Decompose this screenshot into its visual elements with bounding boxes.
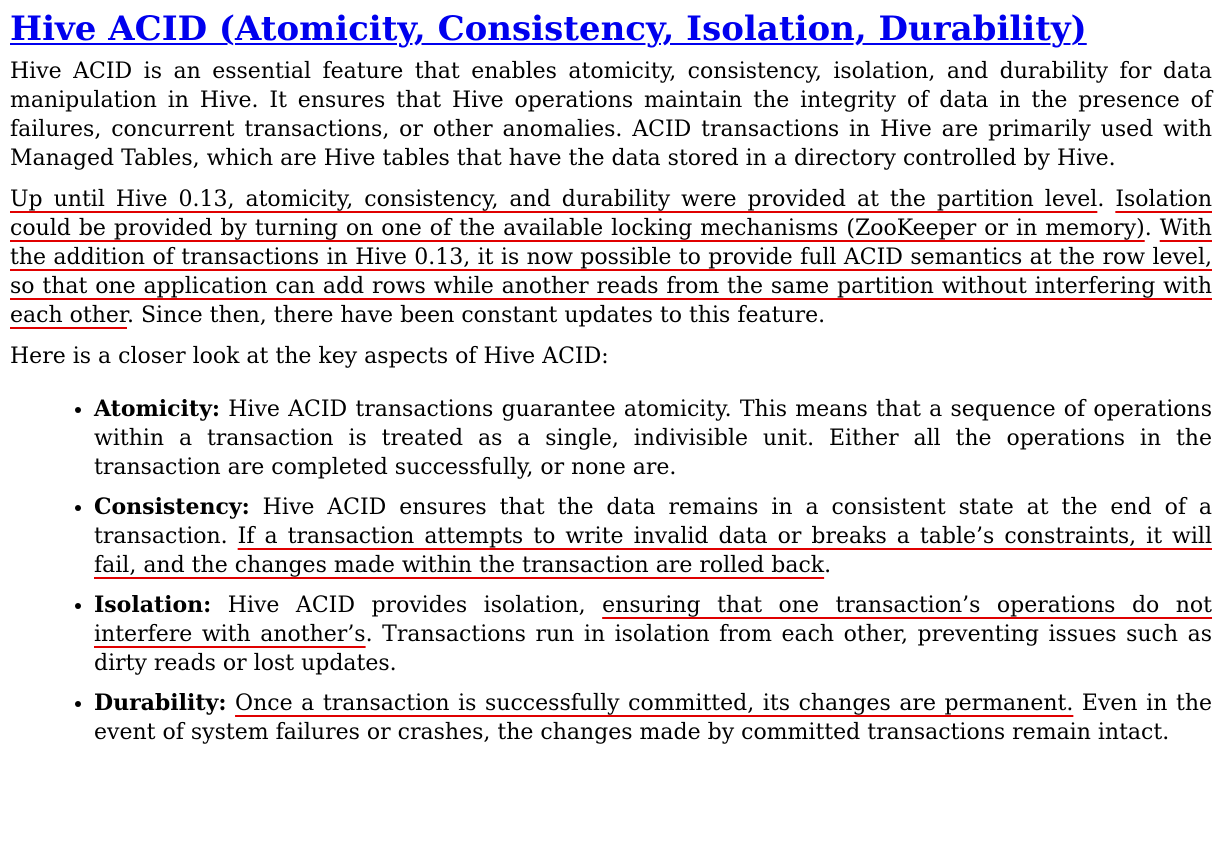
lead-in-paragraph: Here is a closer look at the key aspects of Hive ACID: — [10, 344, 609, 369]
highlighted-text: Once a transaction is successfully committed, its changes are permanent. — [235, 691, 1074, 716]
list-item-isolation — [94, 591, 1212, 678]
aspect-text: . Transactions run in isolation from each other, preventing issues such as dirty reads or lost updates. — [94, 622, 1212, 676]
aspects-list — [10, 395, 1212, 747]
highlighted-text: ensuring that one transaction’s operations do not interfere with another’s — [94, 593, 1213, 647]
list-item-consistency — [94, 493, 1212, 580]
highlighted-text: Up until Hive 0.13, atomicity, consistency, and durability were provided at the partition level — [10, 187, 1098, 212]
paragraph-text: . — [1144, 216, 1160, 241]
list-item-durability — [94, 689, 1212, 747]
paragraph-text: . Since then, there have been constant updates to this feature. — [127, 303, 826, 328]
intro-paragraph: Hive ACID is an essential feature that enables atomicity, consistency, isolation, and durability for data manipulation in Hive. It ensures that Hive operations maintain the integrity of data in the presence of failures, concurrent transactions, or other anomalies. ACID transactions in Hive are primarily used with Managed Tables, which are Hive tables that have the data stored in a directory controlled by Hive. — [10, 59, 1212, 171]
aspect-text: Hive ACID provides isolation, — [227, 593, 603, 618]
aspect-term: Atomicity: — [94, 396, 220, 422]
aspect-term: Durability: — [94, 690, 227, 716]
article — [0, 8, 1222, 747]
aspect-term: Consistency: — [94, 494, 250, 520]
aspect-text: . — [824, 553, 832, 578]
paragraph-text: . — [1097, 187, 1105, 212]
aspect-text: Hive ACID ensures that the data remains in a consistent state at the end of a transaction. — [94, 495, 1212, 549]
highlighted-text: Isolation could be provided by turning on one of the available locking mechanisms (ZooKeeper or in memory) — [10, 187, 1212, 241]
title-link[interactable]: Hive ACID (Atomicity, Consistency, Isolation, Durability) — [10, 9, 1087, 49]
aspect-text: Even in the event of system failures or crashes, the changes made by committed transactions remain intact. — [94, 691, 1213, 745]
aspect-term: Isolation: — [94, 592, 212, 618]
list-item-atomicity — [94, 395, 1212, 482]
page-title — [10, 8, 1212, 50]
aspect-text: Hive ACID transactions guarantee atomicity. This means that a sequence of operations within a transaction is treated as a single, indivisible unit. Either all the operations in the transaction are completed successfully, or none are. — [94, 397, 1212, 480]
highlighted-text: With the addition of transactions in Hive 0.13, it is now possible to provide full ACID semantics at the row level, so that one application can add rows while another reads from the same partition without interfering with each other — [10, 216, 1212, 328]
history-paragraph — [10, 185, 1212, 330]
highlighted-text: If a transaction attempts to write invalid data or breaks a table’s constraints, it will fail, and the changes made within the transaction are rolled back — [94, 524, 1212, 578]
